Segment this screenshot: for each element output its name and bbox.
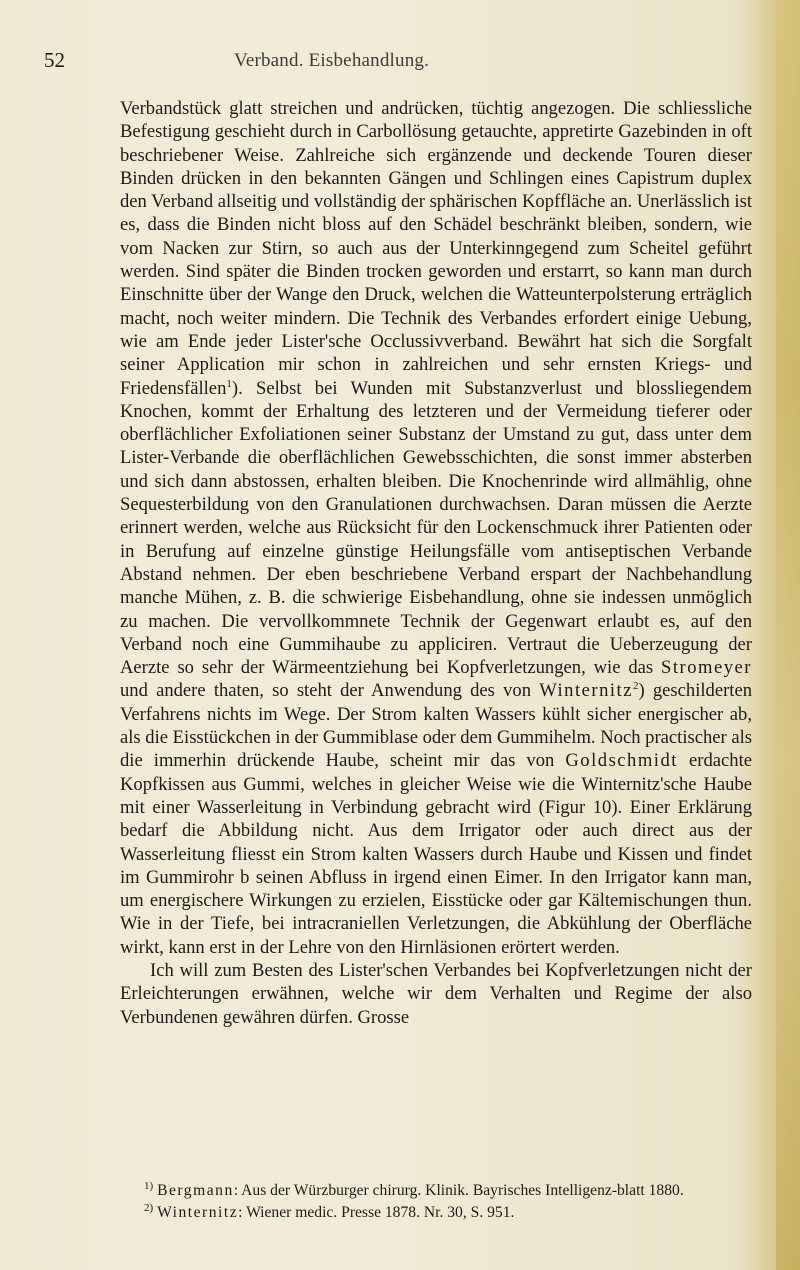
footnote-ref-1-paren: ) (231, 377, 239, 399)
name-winternitz: Winternitz (539, 680, 633, 702)
paragraph-1-text-b: . Selbst bei Wunden mit Substanzverlust und blossliegendem Knochen, kommt der Erhaltung des letzteren und der Vermeidung tieferer oder oberflächlicher Exfoliationen seiner Substanz der Umstand zu gut, dass unter dem Lister-Verbande die oberflächlichen Gewebsschichten, die sonst immer absterben und sich dann abstossen, erhalten bleiben. Die Knochenrinde wird allmählig, ohne Sequesterbildung von den Granulationen durchwachsen. Daran müssen die Aerzte erinnert werden, welche aus Rücksicht für den Lockenschmuck ihrer Patienten oder in Berufung auf einzelne günstige Heilungsfälle vom antiseptischen Verbande Abstand nehmen. Der eben beschriebene Verband erspart der Nachbehandlung manche Mühen, z. B. die schwierige Eisbehandlung, ohne sie indessen unmöglich zu machen. Die vervollkommnete Technik der Gegenwart erlaubt es, auf den Verband noch eine Gummihaube zu appliciren. Vertraut die Ueberzeugung der Aerzte so sehr der Wärmeentziehung bei Kopfverletzungen, wie das (120, 377, 752, 679)
paragraph-1-text-a: Verbandstück glatt streichen und andrücken, tüchtig angezogen. Die schliessliche Befestigung geschieht durch in Carbollösung getauchte, appretirte Gazebinden in oft beschriebener Weise. Zahlreiche sich ergänzende und deckende Touren dieser Binden drücken in den bekannten Gängen und Schlingen eines Capistrum duplex den Verband allseitig und vollständig der sphärischen Kopffläche an. Unerlässlich ist es, dass die Binden nicht bloss auf den Schädel beschränkt bleiben, sondern, wie vom Nacken zur Stirn, so auch aus der Unterkinngegend zum Scheitel geführt werden. Sind später die Binden trocken geworden und erstarrt, so kann man durch Einschnitte über der Wange den Druck, welchen die Watteunterpolsterung erträglich macht, noch weiter mindern. Die Technik des Verbandes erfordert einige Uebung, wie am Ende jeder Lister'sche Occlussivverband. Bewährt hat sich die Sorgfalt seiner Application mir schon in zahlreichen und sehr ernsten Kriegs- und Friedensfällen (120, 98, 752, 399)
footnote-1-mark: 1) (144, 1179, 154, 1192)
paragraph-2: Ich will zum Besten des Lister'schen Verbandes bei Kopfverletzungen nicht der Erleichterungen erwähnen, welche wir dem Verhalten und Regime der also Verbundenen gewähren dürfen. Grosse (120, 959, 752, 1028)
footnote-ref-2: 2 (632, 680, 639, 693)
name-stromeyer: Stromeyer (661, 657, 752, 679)
footnote-2-text: : Wiener medic. Presse 1878. Nr. 30, S. 951. (238, 1204, 515, 1221)
paragraph-1-text-d: geschilderten Verfahrens nichts im Wege. Der Strom kalten Wassers kühlt sicher energischer ab, als die Eisstückchen in der Gummiblase oder dem Gummihelm. Noch practischer als die immerhin drückende Haube, scheint mir das von (120, 680, 753, 772)
paragraph-1-text-c: und andere thaten, so steht der Anwendung des von (120, 680, 540, 702)
footnote-2 (120, 1202, 752, 1224)
name-goldschmidt: Goldschmidt (565, 750, 678, 772)
footnote-1-author: Bergmann (157, 1182, 234, 1199)
footnote-2-mark: 2) (144, 1201, 154, 1214)
page-header (44, 48, 744, 78)
body-text (120, 97, 752, 1029)
running-head: Verband. Eisbehandlung. (234, 50, 430, 71)
page-edge-stain (776, 0, 800, 1270)
footnote-2-author: Winternitz (157, 1204, 239, 1221)
footnote-ref-2-paren: ) (638, 680, 645, 702)
paragraph-1-text-e: erdachte Kopfkissen aus Gummi, welches in gleicher Weise wie die Winternitz'sche Haube mit einer Wasserleitung in Verbindung gebracht wird (Figur 10). Einer Erklärung bedarf die Abbildung nicht. Aus dem Irrigator oder auch direct aus der Wasserleitung fliesst ein Strom kalten Wassers durch Haube und Kissen und findet im Gummirohr b seinen Abfluss in irgend einen Eimer. In den Irrigator kann man, um energischere Wirkungen zu erzielen, Eisstücke oder gar Kältemischungen thun. Wie in der Tiefe, bei intracraniellen Verletzungen, die Abkühlung der Oberfläche wirkt, kann erst in der Lehre von den Hirnläsionen erörtert werden. (120, 750, 752, 958)
paragraph-1 (120, 97, 752, 959)
page-number: 52 (44, 48, 65, 72)
footnote-ref-1: 1 (226, 377, 232, 390)
footnote-1-text: : Aus der Würzburger chirurg. Klinik. Bayrisches Intelligenz-blatt 1880. (233, 1182, 684, 1199)
footnotes (120, 1180, 752, 1224)
footnote-1 (120, 1180, 752, 1202)
